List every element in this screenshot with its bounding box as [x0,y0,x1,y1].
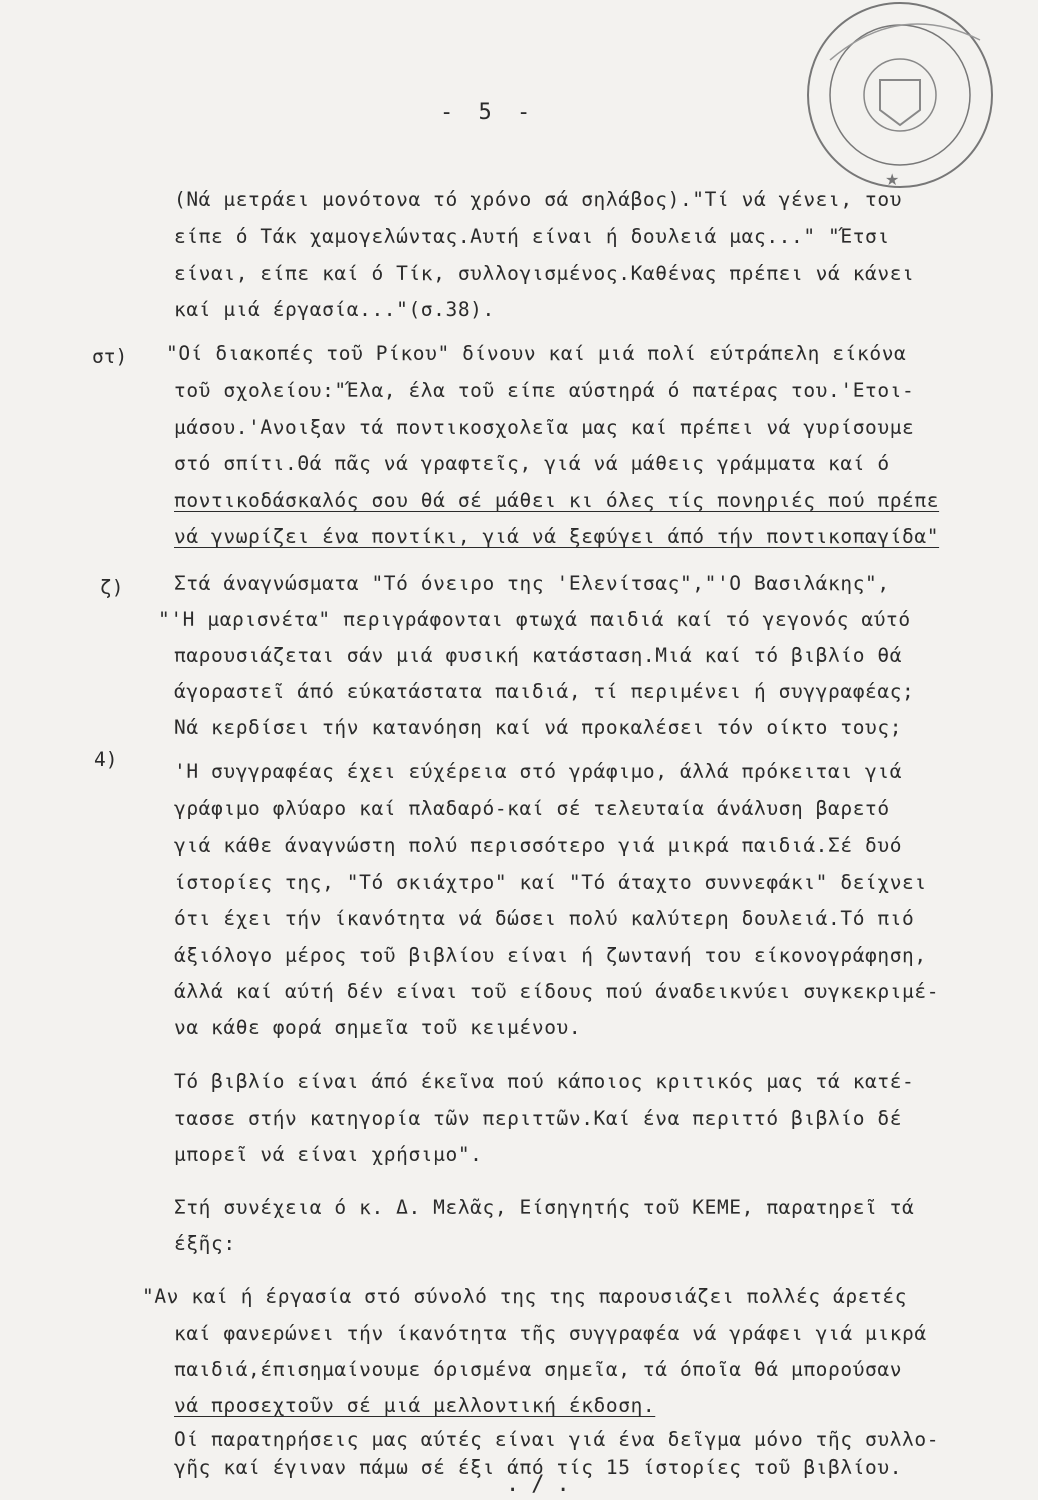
text-line: μάσου.'Ανοιξαν τά ποντικοσχολεῖα μας καί πρέπει νά γυρίσουμε [174,416,915,439]
text-line: άξιόλογο μέρος τοῦ βιβλίου είναι ή ζωντανή του είκονογράφηση, [174,944,927,967]
text-line: γιά κάθε άναγνώστη πολύ περισσότερο γιά μικρά παιδιά.Σέ δυό [174,834,903,857]
svg-text:★: ★ [885,170,900,189]
text-line: μπορεῖ νά είναι χρήσιμο". [174,1143,483,1166]
text-line: παιδιά,έπισημαίνουμε όρισμένα σημεῖα, τά όποῖα θά μπορούσαν [174,1358,903,1381]
official-seal-stamp [770,0,1000,200]
text-line: στό σπίτι.Θά πᾶς νά γραφτεῖς, γιά νά μάθεις γράμματα καί ό [174,452,890,475]
text-line: (Νά μετράει μονότονα τό χρόνο σά σηλάβος)."Τί νά γένει, του [174,188,903,211]
text-line: καί μιά έργασία..."(σ.38). [174,298,495,321]
text-line: είπε ό Τάκ χαμογελώντας.Αυτή είναι ή δουλειά μας..." "Έτσι [174,225,890,248]
underlined-text-line: ποντικοδάσκαλός σου θά σέ μάθει κι όλες τίς πονηριές πού πρέπε [174,489,940,512]
text-line: γῆς καί έγιναν πάμω σέ έξι άπό τίς 15 ίστορίες τοῦ βιβλίου. [174,1456,903,1479]
text-line: ότι έχει τήν ίκανότητα νά δώσει πολύ καλύτερη δουλειά.Τό πιό [174,907,915,930]
text-line: παρουσιάζεται σάν μιά φυσική κατάσταση.Μιά καί τό βιβλίο θά [174,644,903,667]
item-label-z: ζ) [100,576,124,599]
text-line: καί φανερώνει τήν ίκανότητα τῆς συγγραφέα νά γράφει γιά μικρά [174,1322,927,1345]
text-line: Στά άναγνώσματα "Τό όνειρο της 'Ελενίτσας","'Ο Βασιλάκης", [174,572,890,595]
text-line: έξῆς: [174,1232,236,1255]
text-line: άλλά καί αύτή δέν είναι τοῦ είδους πού άναδεικνύει συγκεκριμέ- [174,980,940,1003]
text-line: Νά κερδίσει τήν κατανόηση καί νά προκαλέσει τόν οίκτο τους; [174,716,903,739]
text-line: Οί παρατηρήσεις μας αύτές είναι γιά ένα δεῖγμα μόνο τῆς συλλο- [174,1428,940,1451]
text-line: 'Η συγγραφέας έχει εύχέρεια στό γράφιμο, άλλά πρόκειται γιά [174,760,903,783]
text-line: τοῦ σχολείου:"Έλα, έλα τοῦ είπε αύστηρά ό πατέρας του.'Ετοι- [174,379,915,402]
underlined-text-line: νά προσεχτοῦν σέ μιά μελλοντική έκδοση. [174,1394,656,1417]
text-line: ίστορίες της, "Τό σκιάχτρο" καί "Τό άταχτο συννεφάκι" δείχνει [174,871,927,894]
text-line: "'Η μαρισνέτα" περιγράφονται φτωχά παιδιά καί τό γεγονός αύτό [158,608,911,631]
underlined-text-line: νά γνωρίζει ένα ποντίκι, γιά νά ξεφύγει άπό τήν ποντικοπαγίδα" [174,525,940,548]
continuation-mark: ./. [506,1472,582,1497]
text-line: είναι, είπε καί ό Τίκ, συλλογισμένος.Καθένας πρέπει νά κάνει [174,262,915,285]
text-line: Στή συνέχεια ό κ. Δ. Μελᾶς, Είσηγητής τοῦ ΚΕΜΕ, παρατηρεῖ τά [174,1196,915,1219]
item-label-4: 4) [94,748,118,771]
text-line: να κάθε φορά σημεῖα τοῦ κειμένου. [174,1016,582,1039]
text-line: Τό βιβλίο είναι άπό έκεῖνα πού κάποιος κριτικός μας τά κατέ- [174,1070,915,1093]
text-line: "Αν καί ή έργασία στό σύνολό της της παρουσιάζει πολλές άρετές [142,1285,908,1308]
item-label-st: στ) [92,345,128,368]
text-line: άγοραστεῖ άπό εύκατάστατα παιδιά, τί περιμένει ή συγγραφέας; [174,680,915,703]
page-number: - 5 - [440,100,537,125]
text-line: "Οί διακοπές τοῦ Ρίκου" δίνουν καί μιά πολί εύτράπελη είκόνα [166,342,907,365]
text-line: γράφιμο φλύαρο καί πλαδαρό-καί σέ τελευταία άνάλυση βαρετό [174,797,890,820]
text-line: τασσε στήν κατηγορία τῶν περιττῶν.Καί ένα περιττό βιβλίο δέ [174,1107,903,1130]
